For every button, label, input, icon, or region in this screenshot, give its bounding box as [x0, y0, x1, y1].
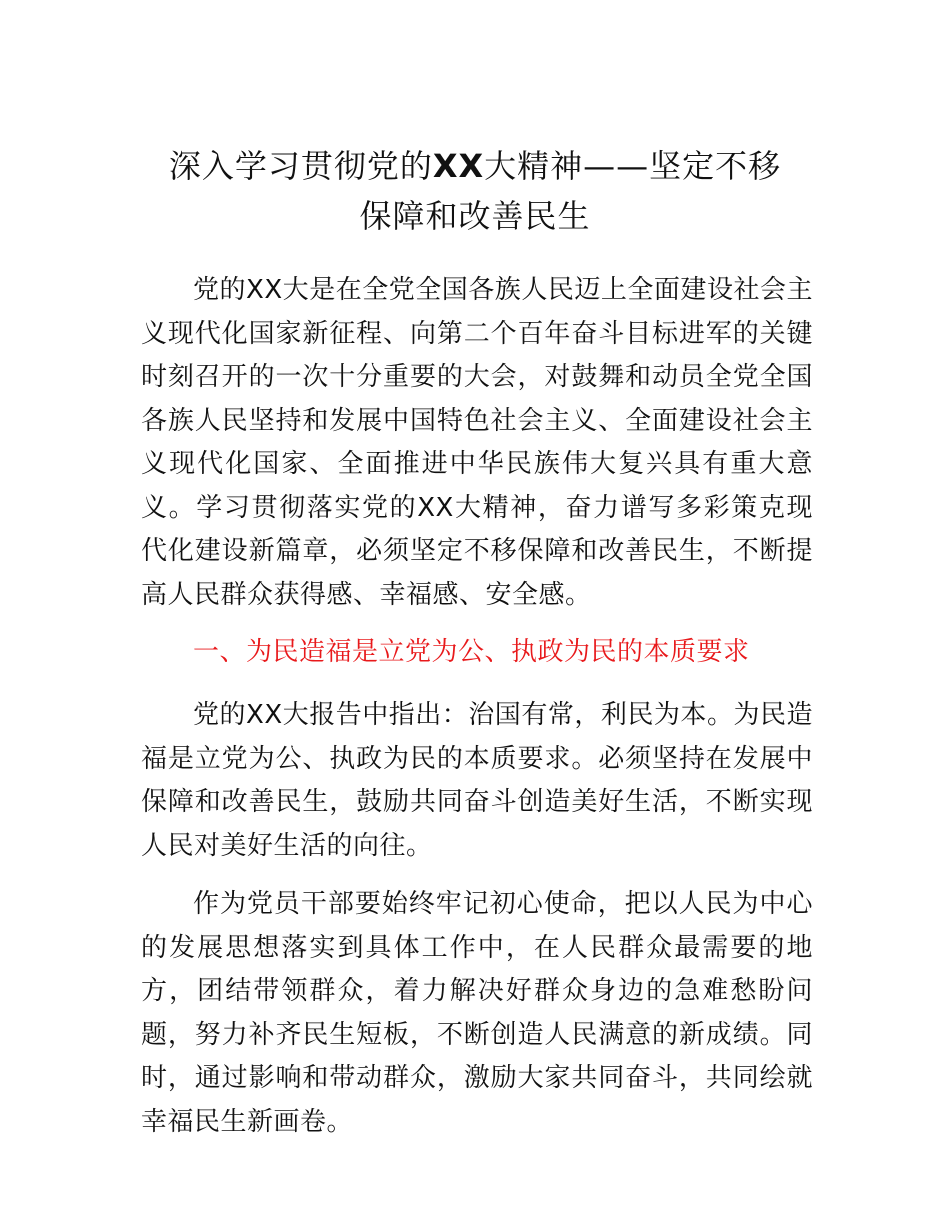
intro-paragraph: 党的XX大是在全党全国各族人民迈上全面建设社会主义现代化国家新征程、向第二个百年奋斗目标进军的关键时刻召开的一次十分重要的大会，对鼓舞和动员全党全国各族人民坚持和发展中国特色社会主义、全面建设社会主义现代化国家、全面推进中华民族伟大复兴具有重大意义。学习贯彻落实党的XX大精神，奋力谱写多彩策克现代化建设新篇章，必须坚定不移保障和改善民生，不断提高人民群众获得感、幸福感、安全感。	[141, 275, 813, 610]
section-heading-1: 一、为民造福是立党为公、执政为民的本质要求	[193, 637, 750, 667]
section-paragraph-2: 作为党员干部要始终牢记初心使命，把以人民为中心的发展思想落实到具体工作中，在人民群众最需要的地方，团结带领群众，着力解决好群众身边的急难愁盼问题，努力补齐民生短板，不断创造人民满意的新成绩。同时，通过影响和带动群众，激励大家共同奋斗，共同绘就幸福民生新画卷。	[141, 889, 813, 1137]
title-text-bold: XX	[432, 147, 485, 185]
section-paragraph-1: 党的XX大报告中指出：治国有常，利民为本。为民造福是立党为公、执政为民的本质要求。必须坚持在发展中保障和改善民生，鼓励共同奋斗创造美好生活，不断实现人民对美好生活的向往。	[141, 700, 813, 861]
page-title-line-1	[100, 142, 850, 190]
title-text-after: 大精神——坚定不移	[484, 147, 782, 185]
page-title-line-2: 保障和改善民生	[359, 197, 591, 235]
title-text-before: 深入学习贯彻党的	[168, 147, 433, 185]
